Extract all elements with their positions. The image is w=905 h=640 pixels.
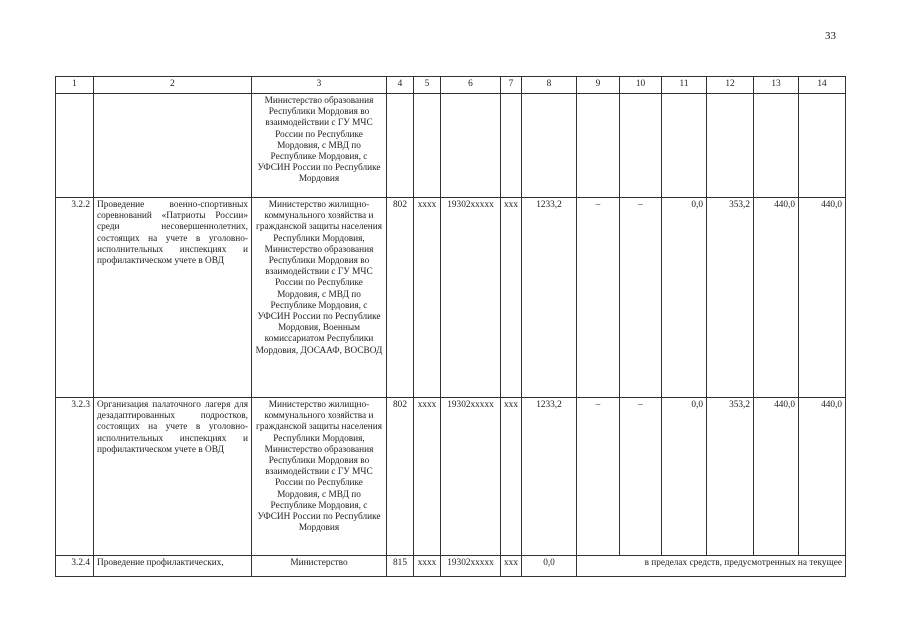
column-header: 11 [662,77,707,94]
cell-13: 440,0 [754,198,799,398]
cell-6 [441,94,501,198]
table-row [56,398,846,556]
column-header: 12 [707,77,754,94]
cell-6: 19302ххххх [441,398,501,556]
cell-11: 0,0 [662,198,707,398]
column-header: 3 [252,77,387,94]
item-number [56,94,94,198]
table-row [56,556,846,577]
cell-8 [522,94,577,198]
measure-name [94,94,252,198]
column-header: 14 [799,77,846,94]
cell-4: 802 [387,198,414,398]
cell-6: 19302ххххх [441,556,501,577]
cell-9 [577,94,620,198]
cell-10: – [620,198,662,398]
column-header: 2 [94,77,252,94]
column-header: 5 [414,77,441,94]
cell-14: 440,0 [799,398,846,556]
column-header: 10 [620,77,662,94]
cell-11: 0,0 [662,398,707,556]
cell-4 [387,94,414,198]
cell-7: ххх [501,398,522,556]
table-row [56,94,846,198]
cell-5: хххх [414,198,441,398]
measure-name: Организация палаточного лагеря для дезадаптированных подростков, состоящих на учете в уголовно-исполнительных инспекциях и профилактическом учете в ОВД [94,398,252,556]
executor-cell: Министерство образования Республики Мордовия во взаимодействии с ГУ МЧС России по Республике Мордовия, с МВД по Республике Мордовия, с УФСИН России по Республике Мордовия [252,94,387,198]
cell-14: 440,0 [799,198,846,398]
cell-9: – [577,198,620,398]
cell-11 [662,94,707,198]
page-number: 33 [825,30,836,42]
budget-table [55,76,846,577]
item-number: 3.2.3 [56,398,94,556]
column-header: 7 [501,77,522,94]
cell-8: 1233,2 [522,398,577,556]
item-number: 3.2.4 [56,556,94,577]
executor-cell: Министерство жилищно-коммунального хозяйства и гражданской защиты населения Республики Мордовия, Министерство образования Республики Мордовия во взаимодействии с ГУ МЧС России по Республике Мордовия, с МВД по Республике Мордовия, с УФСИН России по Республике Мордовия, Военным комиссариатом Республики Мордовия, ДОСААФ, ВОСВОД [252,198,387,398]
cell-4: 815 [387,556,414,577]
column-header: 1 [56,77,94,94]
cell-4: 802 [387,398,414,556]
column-header: 13 [754,77,799,94]
item-number: 3.2.2 [56,198,94,398]
cell-8: 1233,2 [522,198,577,398]
executor-cell: Министерство [252,556,387,577]
funding-note: в пределах средств, предусмотренных на текущее [577,556,846,577]
cell-5: хххх [414,556,441,577]
cell-7: ххх [501,556,522,577]
cell-10 [620,94,662,198]
cell-10: – [620,398,662,556]
column-header: 9 [577,77,620,94]
column-header: 4 [387,77,414,94]
column-header: 8 [522,77,577,94]
cell-5: хххх [414,398,441,556]
measure-name: Проведение военно-спортивных соревнований «Патриоты России» среди несовершеннолетних, состоящих на учете в уголовно-исполнительных инспекциях и профилактическом учете в ОВД [94,198,252,398]
column-number-row [56,77,846,94]
cell-12: 353,2 [707,198,754,398]
cell-8: 0,0 [522,556,577,577]
cell-7: ххх [501,198,522,398]
cell-13 [754,94,799,198]
column-header: 6 [441,77,501,94]
cell-9: – [577,398,620,556]
cell-13: 440,0 [754,398,799,556]
cell-6: 19302ххххх [441,198,501,398]
cell-12 [707,94,754,198]
executor-cell: Министерство жилищно-коммунального хозяйства и гражданской защиты населения Республики Мордовия, Министерство образования Республики Мордовия во взаимодействии с ГУ МЧС России по Республике Мордовия, с МВД по Республике Мордовия, с УФСИН России по Республике Мордовия [252,398,387,556]
cell-14 [799,94,846,198]
cell-5 [414,94,441,198]
cell-12: 353,2 [707,398,754,556]
cell-7 [501,94,522,198]
measure-name: Проведение профилактических, [94,556,252,577]
table-row [56,198,846,398]
